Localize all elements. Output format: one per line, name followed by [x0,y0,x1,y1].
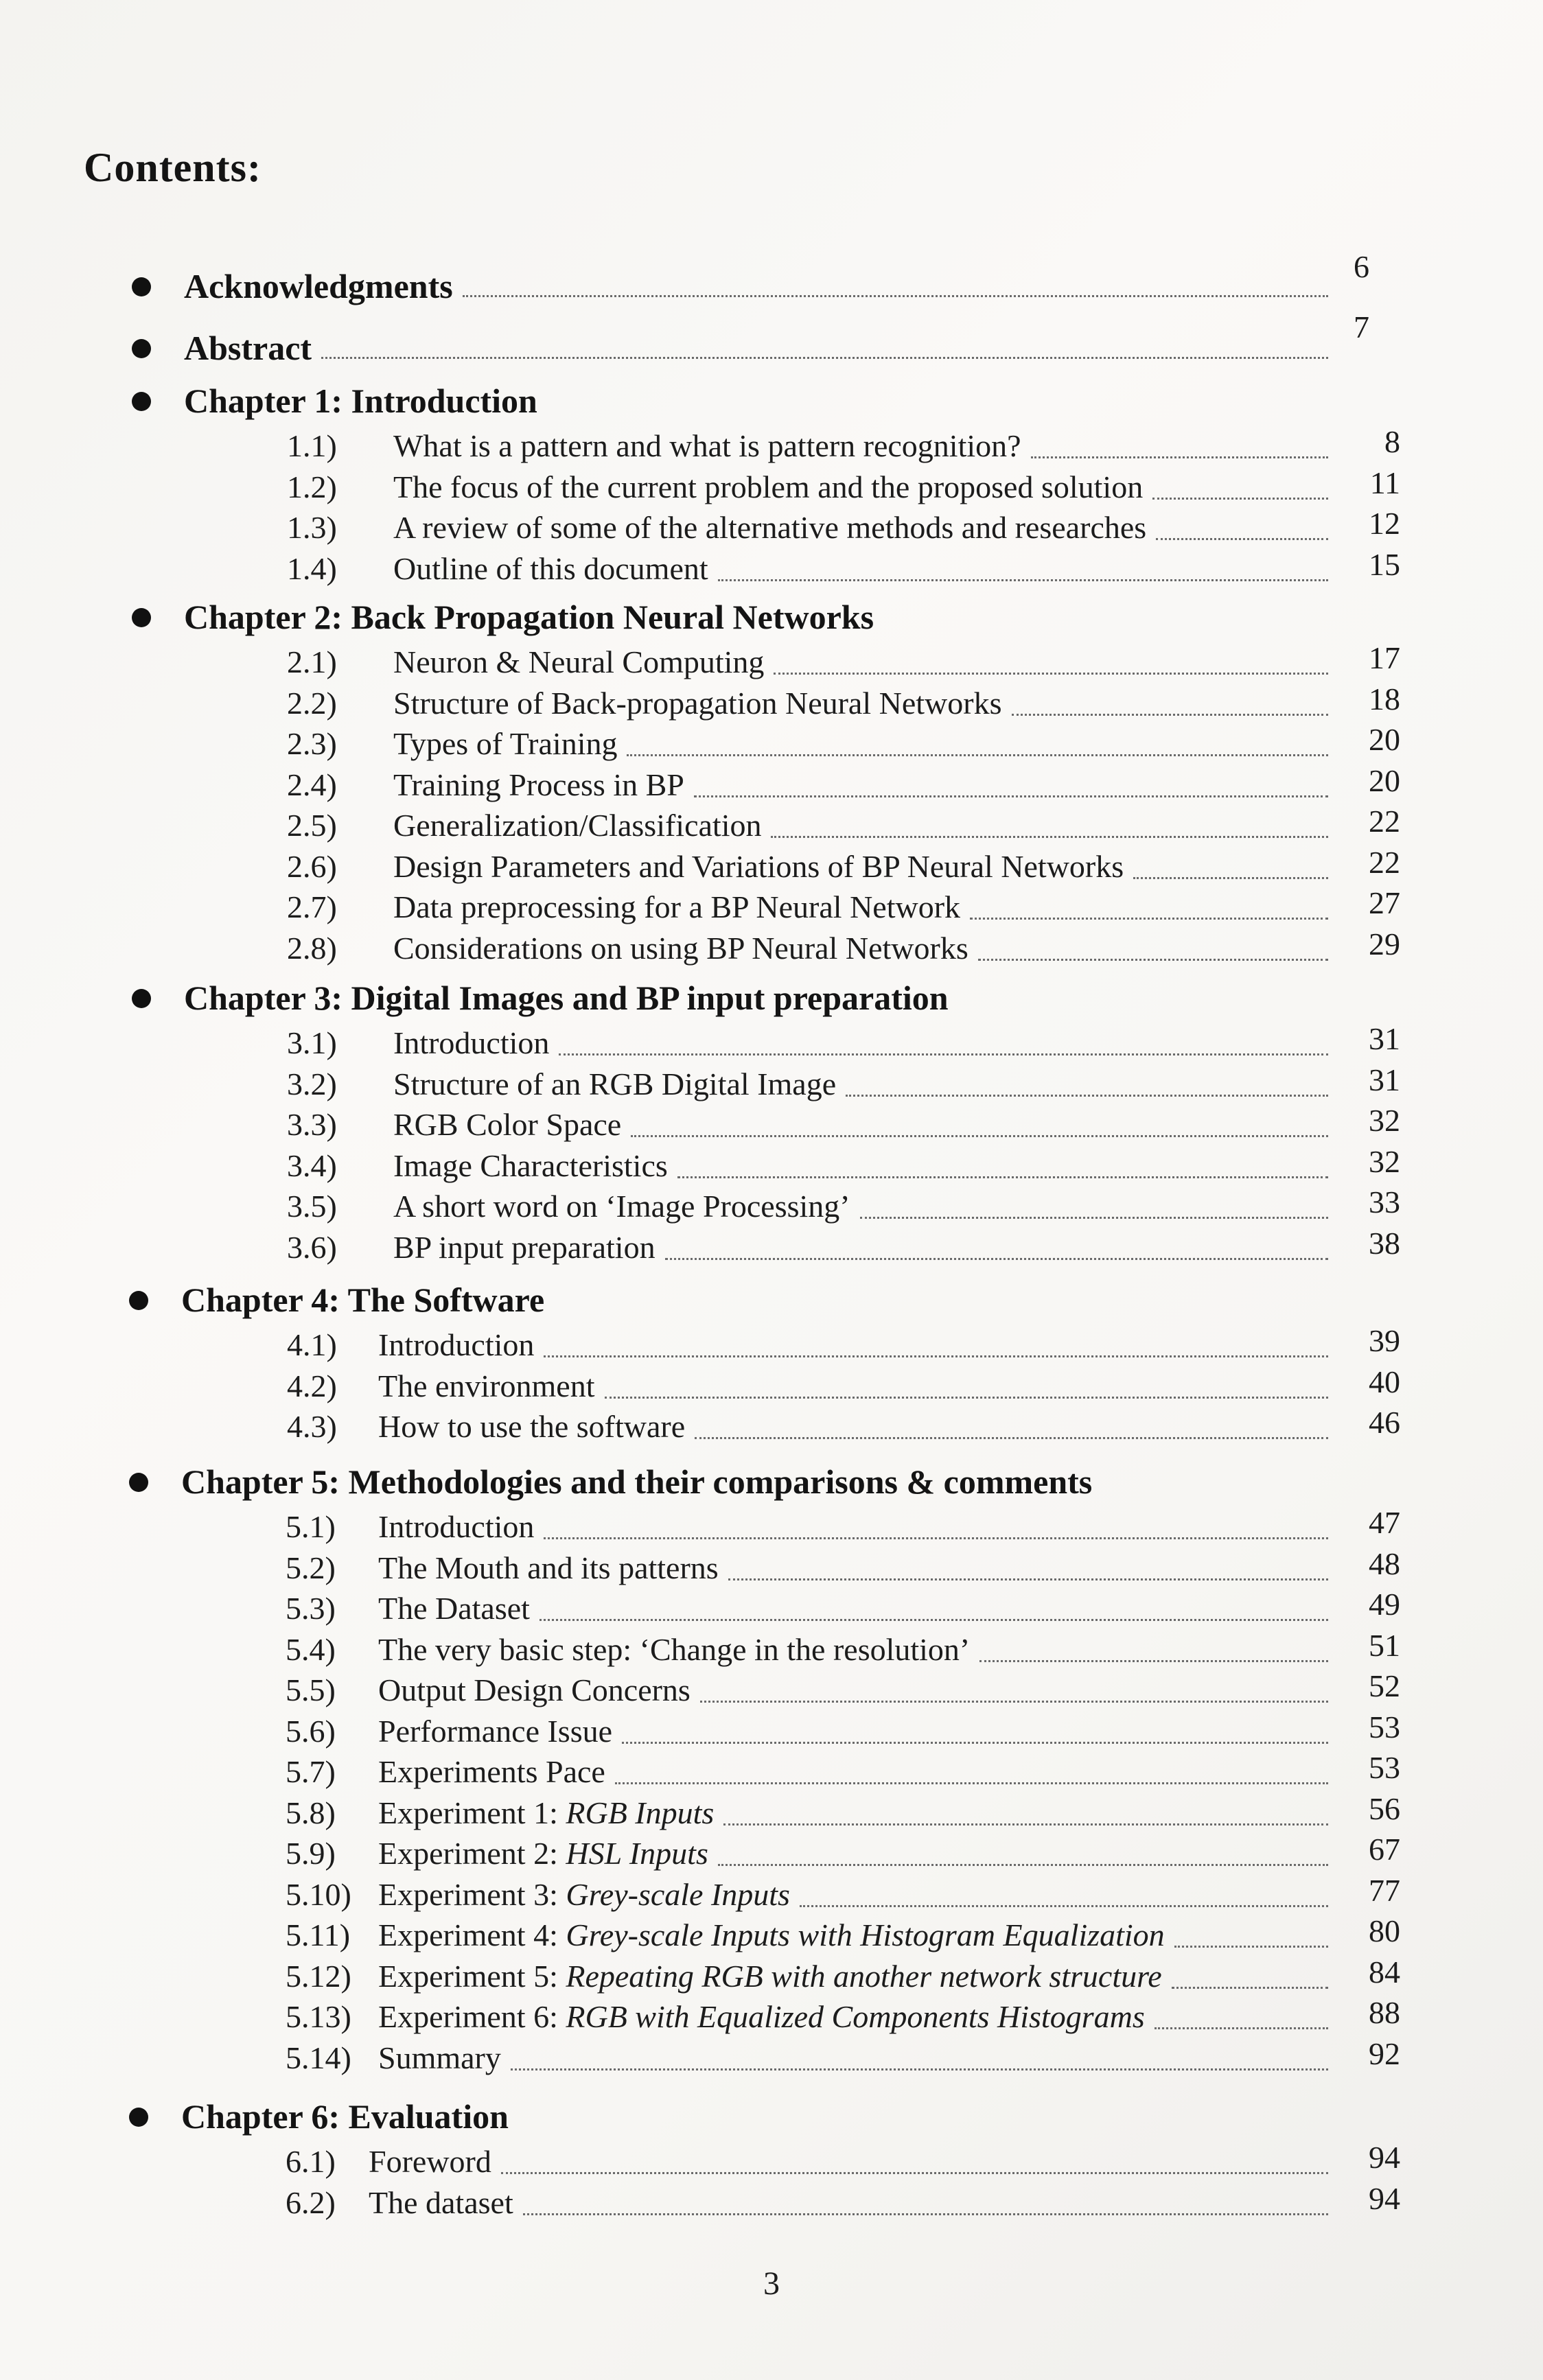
section-title [393,550,708,587]
section-number: 5.14) [286,2040,351,2075]
section-page: 11 [1369,465,1400,500]
section-number: 1.1) [287,428,337,463]
section-title [378,2040,501,2076]
bullet-icon [129,1473,148,1492]
dot-leader [622,1740,1328,1744]
section-title-text: Experiment 5: [378,1958,566,1994]
chapter-title: Chapter 5: Methodologies and their comparisons & comments [181,1462,1093,1501]
section-title [378,1631,970,1668]
section-title-text: Experiment 1: [378,1795,566,1830]
section-number: 3.1) [287,1025,337,1060]
section-title [378,1327,534,1363]
section-title-text: The focus of the current problem and the proposed solution [393,469,1144,504]
section-number: 2.2) [287,685,337,721]
section-number: 5.4) [286,1631,336,1667]
section-number: 5.6) [286,1713,336,1749]
section-page: 33 [1369,1185,1400,1220]
section-number: 3.3) [287,1107,337,1142]
front-matter-page: 7 [1354,310,1369,345]
section-title-text: Introduction [378,1327,535,1362]
dot-leader [846,1093,1328,1097]
section-title [393,725,617,762]
dot-leader [800,1904,1328,1907]
section-page: 47 [1369,1505,1400,1540]
dot-leader [1031,455,1328,458]
bullet-icon [132,392,151,411]
dot-leader [627,753,1328,756]
section-title [378,1753,605,1790]
section-number: 2.1) [287,644,337,679]
section-title [393,1106,621,1143]
bullet-icon [132,339,151,358]
dot-leader [723,1822,1328,1825]
section-page: 22 [1369,844,1400,880]
section-number: 5.13) [286,1999,351,2034]
section-title [378,1835,708,1871]
bullet-icon [129,2108,148,2127]
section-page: 67 [1369,1832,1400,1867]
section-page: 27 [1369,885,1400,920]
section-title-italic: RGB with Equalized Components Histograms [566,1999,1145,2034]
section-page: 49 [1369,1587,1400,1622]
dot-leader [695,1436,1328,1439]
dot-leader [615,1781,1328,1784]
front-matter-title: Acknowledgments [184,267,453,305]
section-page: 92 [1369,2035,1400,2071]
chapter-title: Chapter 3: Digital Images and BP input preparation [184,979,949,1017]
bullet-icon [132,608,151,627]
section-title [378,1917,1165,1953]
section-page: 51 [1369,1627,1400,1663]
section-title-text: Introduction [378,1509,535,1544]
section-title-text: Training Process in BP [393,767,684,802]
section-title-text: Output Design Concerns [378,1672,691,1707]
dot-leader [978,957,1328,961]
chapter-title: Chapter 6: Evaluation [181,2097,509,2136]
section-page: 84 [1369,1954,1400,1990]
chapter-title: Chapter 4: The Software [181,1281,545,1319]
section-page: 48 [1369,1545,1400,1581]
section-title-italic: Grey-scale Inputs [566,1876,790,1912]
section-page: 18 [1369,681,1400,716]
section-page: 31 [1369,1062,1400,1097]
dot-leader [1152,496,1328,500]
section-page: 15 [1369,546,1400,582]
section-title-text: Performance Issue [378,1713,613,1749]
section-title-text: Experiment 6: [378,1999,566,2034]
bullet-icon [129,1291,148,1310]
dot-leader [463,294,1328,297]
section-number: 2.8) [287,930,337,966]
section-number: 4.2) [287,1368,337,1403]
section-title-text: Neuron & Neural Computing [393,644,765,679]
section-number: 2.3) [287,726,337,761]
section-number: 5.11) [286,1917,351,1952]
section-title [378,1876,790,1913]
section-page: 29 [1369,926,1400,961]
section-title-text: RGB Color Space [393,1107,622,1142]
section-title [393,889,960,925]
dot-leader [860,1215,1328,1219]
dot-leader [665,1257,1328,1260]
section-page: 20 [1369,762,1400,798]
dot-leader [1172,1985,1328,1989]
front-matter-page: 6 [1354,249,1369,284]
chapter-title: Chapter 1: Introduction [184,382,537,420]
dot-leader [559,1052,1328,1055]
section-page: 94 [1369,2140,1400,2175]
section-page: 38 [1369,1225,1400,1261]
section-title [393,1147,668,1184]
section-number: 6.1) [286,2144,336,2179]
section-number: 5.9) [286,1836,336,1871]
section-title-text: The dataset [369,2184,513,2220]
section-number: 2.4) [287,767,337,802]
section-title-text: BP input preparation [393,1229,656,1265]
section-title [393,1188,850,1224]
dot-leader [1012,712,1329,716]
section-title [378,1508,534,1545]
dot-leader [979,1659,1328,1662]
section-page: 77 [1369,1872,1400,1908]
section-title [378,1672,691,1708]
section-title [393,848,1124,885]
section-number: 1.2) [287,469,337,504]
section-page: 94 [1369,2180,1400,2216]
section-title-text: Foreword [369,2144,491,2179]
section-title-text: The very basic step: ‘Change in the resolution’ [378,1631,971,1667]
section-number: 5.8) [286,1795,336,1830]
section-number: 4.1) [287,1327,337,1362]
section-title-text: Experiments Pace [378,1754,605,1789]
dot-leader [694,794,1328,797]
section-number: 5.12) [286,1958,351,1994]
contents-heading: Contents: [84,145,262,190]
section-title [378,1795,714,1831]
dot-leader [544,1354,1328,1357]
section-title [378,1713,612,1749]
section-page: 22 [1369,804,1400,839]
dot-leader [511,2067,1328,2070]
section-number: 2.5) [287,808,337,843]
section-title [393,469,1143,505]
section-title [393,1025,549,1061]
section-number: 5.2) [286,1550,336,1585]
section-title [393,685,1002,721]
dot-leader [523,2212,1328,2215]
section-title [393,1066,836,1102]
section-title-text: Image Characteristics [393,1147,668,1183]
section-title-text: What is a pattern and what is pattern recognition? [393,428,1021,463]
section-page: 8 [1384,424,1400,459]
section-page: 53 [1369,1750,1400,1785]
section-number: 5.5) [286,1672,336,1707]
section-number: 1.4) [287,550,337,586]
section-title-italic: Repeating RGB with another network structure [566,1958,1162,1994]
dot-leader [771,835,1328,838]
dot-leader [1156,537,1328,540]
section-page: 17 [1369,640,1400,675]
section-page: 40 [1369,1364,1400,1399]
section-title [378,1550,719,1586]
section-page: 20 [1369,722,1400,757]
section-number: 4.3) [287,1409,337,1444]
section-number: 1.3) [287,510,337,545]
dot-leader [1155,2026,1328,2029]
section-title-text: Outline of this document [393,550,708,586]
dot-leader [321,355,1328,359]
section-title [369,2184,513,2221]
section-title [378,1368,595,1404]
section-title [378,1408,685,1445]
dot-leader [1174,1944,1328,1948]
section-title-text: A review of some of the alternative methods and researches [393,510,1147,545]
section-title [393,509,1146,546]
section-title [378,1958,1162,1994]
section-title-italic: RGB Inputs [566,1795,715,1830]
section-title-text: Structure of an RGB Digital Image [393,1066,837,1101]
section-title-text: Data preprocessing for a BP Neural Network [393,889,961,924]
section-title-text: Generalization/Classification [393,808,762,843]
section-page: 39 [1369,1323,1400,1358]
section-title-text: Summary [378,2040,501,2075]
section-number: 3.6) [287,1229,337,1265]
section-number: 3.2) [287,1066,337,1101]
front-matter-title: Abstract [184,329,312,367]
section-page: 32 [1369,1143,1400,1179]
dot-leader [677,1175,1328,1178]
dot-leader [700,1699,1328,1703]
section-title-italic: Grey-scale Inputs with Histogram Equalization [566,1917,1165,1952]
section-number: 5.3) [286,1591,336,1626]
section-number: 2.7) [287,889,337,924]
section-title-text: Experiment 4: [378,1917,566,1952]
chapter-title: Chapter 2: Back Propagation Neural Networks [184,598,874,636]
dot-leader [544,1536,1328,1539]
section-title-text: The Dataset [378,1591,530,1626]
section-title [378,1590,530,1626]
section-page: 31 [1369,1021,1400,1056]
section-title-text: Types of Training [393,726,618,761]
section-title-text: Introduction [393,1025,550,1060]
section-title [393,807,761,843]
section-number: 3.4) [287,1147,337,1183]
dot-leader [605,1395,1328,1399]
dot-leader [631,1134,1328,1137]
section-page: 80 [1369,1913,1400,1948]
section-title [393,767,684,803]
section-title-italic: HSL Inputs [566,1836,708,1871]
section-page: 56 [1369,1790,1400,1826]
section-title [393,1229,656,1265]
section-title-text: A short word on ‘Image Processing’ [393,1189,850,1224]
section-page: 46 [1369,1405,1400,1440]
bullet-icon [132,277,151,296]
dot-leader [728,1577,1328,1580]
section-page: 12 [1369,506,1400,541]
dot-leader [718,578,1328,581]
section-title-text: Structure of Back-propagation Neural Networks [393,685,1002,721]
section-page: 32 [1369,1103,1400,1138]
section-title-text: Experiment 3: [378,1876,566,1912]
section-title-text: Design Parameters and Variations of BP Neural Networks [393,848,1124,884]
section-page: 52 [1369,1668,1400,1703]
dot-leader [540,1618,1328,1621]
section-title [378,1998,1145,2035]
dot-leader [718,1863,1328,1866]
section-title [369,2143,491,2180]
dot-leader [1133,876,1328,879]
section-number: 5.1) [286,1509,336,1544]
page-number: 3 [763,2265,780,2302]
section-title-text: Experiment 2: [378,1836,566,1871]
section-title-text: Considerations on using BP Neural Networks [393,930,968,966]
section-title [393,644,764,680]
section-title-text: How to use the software [378,1409,686,1444]
section-title [393,930,968,966]
dot-leader [774,671,1328,675]
bullet-icon [132,989,151,1008]
section-number: 6.2) [286,2184,336,2220]
section-number: 3.5) [287,1189,337,1224]
section-title-text: The environment [378,1368,595,1403]
section-title-text: The Mouth and its patterns [378,1550,719,1585]
section-page: 88 [1369,1995,1400,2030]
dot-leader [970,916,1328,920]
dot-leader [501,2171,1328,2174]
section-title [393,428,1021,464]
section-number: 5.7) [286,1754,336,1789]
section-number: 2.6) [287,848,337,884]
section-page: 53 [1369,1709,1400,1745]
section-number: 5.10) [286,1876,351,1912]
